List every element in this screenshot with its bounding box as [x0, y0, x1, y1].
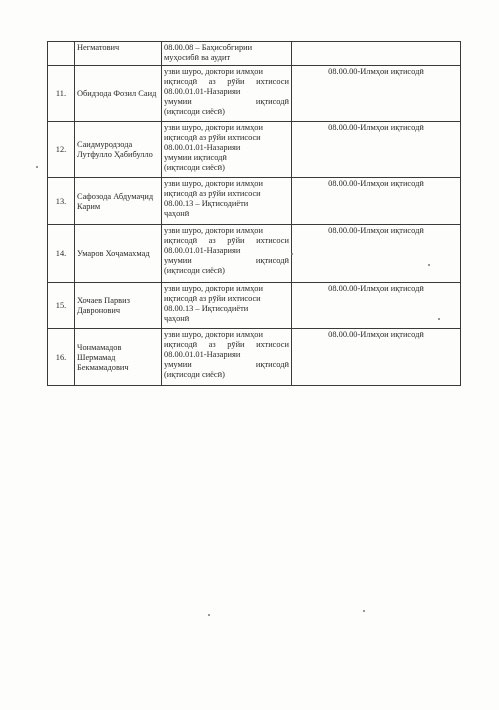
degree-line: умумии иқтисодӣ	[164, 97, 289, 106]
table-row	[48, 122, 461, 178]
table-row	[48, 283, 461, 329]
degree-line: узви шуро, доктори илмҳои	[164, 67, 263, 76]
degree-line: иқтисодӣ аз рӯйи ихтисоси	[164, 294, 261, 303]
degree-line: узви шуро, доктори илмҳои	[164, 330, 263, 339]
field-cell: 08.00.00-Илмҳои иқтисодӣ	[292, 225, 461, 283]
row-number: 12.	[48, 122, 75, 178]
field-cell: 08.00.00-Илмҳои иқтисодӣ	[292, 283, 461, 329]
degree-cell	[162, 329, 292, 386]
table-row	[48, 178, 461, 225]
scan-speck	[291, 253, 293, 255]
degree-line: (иқтисоди сиёсӣ)	[164, 266, 225, 275]
degree-line: 08.00.01.01-Назарияи	[164, 350, 241, 359]
table-row	[48, 42, 461, 66]
degree-line: узви шуро, доктори илмҳои	[164, 123, 263, 132]
row-number: 13.	[48, 178, 75, 225]
degree-cell	[162, 42, 292, 66]
degree-line: иқтисодӣ аз рӯйи ихтисоси	[164, 77, 289, 86]
degree-cell	[162, 178, 292, 225]
degree-line: ҷаҳонӣ	[164, 209, 190, 218]
degree-line: (иқтисоди сиёсӣ)	[164, 163, 225, 172]
row-number	[48, 42, 75, 66]
degree-line: умумии иқтисодӣ	[164, 256, 289, 265]
member-name: Сафозода Абдумаҷид Карим	[75, 178, 162, 225]
degree-line: муҳосибӣ ва аудит	[164, 53, 231, 62]
scan-speck	[36, 166, 38, 168]
table-body	[48, 42, 461, 386]
member-name: Обидзода Фозил Саид	[75, 66, 162, 122]
table-row	[48, 329, 461, 386]
scan-speck	[438, 318, 440, 320]
scan-speck	[208, 614, 210, 616]
degree-line: 08.00.01.01-Назарияи	[164, 246, 241, 255]
member-name: Чонмамадов Шермамад Бекмамадович	[75, 329, 162, 386]
degree-line: 08.00.13 – Иқтисодиёти	[164, 304, 249, 313]
degree-line: узви шуро, доктори илмҳои	[164, 226, 263, 235]
degree-line: (иқтисоди сиёсӣ)	[164, 370, 225, 379]
member-name: Хочаев Парвиз Давронович	[75, 283, 162, 329]
degree-cell	[162, 66, 292, 122]
degree-line: 08.00.01.01-Назарияи	[164, 143, 241, 152]
degree-line: иқтисодӣ аз рӯйи ихтисоси	[164, 236, 289, 245]
field-cell: 08.00.00-Илмҳои иқтисодӣ	[292, 329, 461, 386]
row-number: 11.	[48, 66, 75, 122]
degree-line: узви шуро, доктори илмҳои	[164, 179, 263, 188]
member-name: Негматович	[75, 42, 162, 66]
row-number: 15.	[48, 283, 75, 329]
degree-line: 08.00.08 – Баҳисобгирии	[164, 43, 253, 52]
table-row	[48, 66, 461, 122]
degree-line: умумии иқтисодӣ	[164, 153, 227, 162]
degree-line: 08.00.13 – Иқтисодиёти	[164, 199, 249, 208]
degree-line: иқтисодӣ аз рӯйи ихтисоси	[164, 133, 261, 142]
council-members-table	[47, 41, 461, 386]
field-cell	[292, 42, 461, 66]
degree-line: иқтисодӣ аз рӯйи ихтисоси	[164, 340, 289, 349]
degree-line: ҷаҳонӣ	[164, 314, 190, 323]
field-cell: 08.00.00-Илмҳои иқтисодӣ	[292, 66, 461, 122]
row-number: 14.	[48, 225, 75, 283]
member-name: Саидмуродзода Лутфулло Ҳабибулло	[75, 122, 162, 178]
field-cell: 08.00.00-Илмҳои иқтисодӣ	[292, 122, 461, 178]
degree-cell	[162, 283, 292, 329]
scan-speck	[428, 264, 430, 266]
degree-line: иқтисодӣ аз рӯйи ихтисоси	[164, 189, 261, 198]
scan-speck	[363, 610, 365, 612]
degree-line: умумии иқтисодӣ	[164, 360, 289, 369]
degree-line: (иқтисоди сиёсӣ)	[164, 107, 225, 116]
row-number: 16.	[48, 329, 75, 386]
field-cell: 08.00.00-Илмҳои иқтисодӣ	[292, 178, 461, 225]
degree-line: узви шуро, доктори илмҳои	[164, 284, 263, 293]
degree-line: 08.00.01.01-Назарияи	[164, 87, 241, 96]
degree-cell	[162, 122, 292, 178]
member-name: Умаров Хоҷамахмад	[75, 225, 162, 283]
table-row	[48, 225, 461, 283]
degree-cell	[162, 225, 292, 283]
